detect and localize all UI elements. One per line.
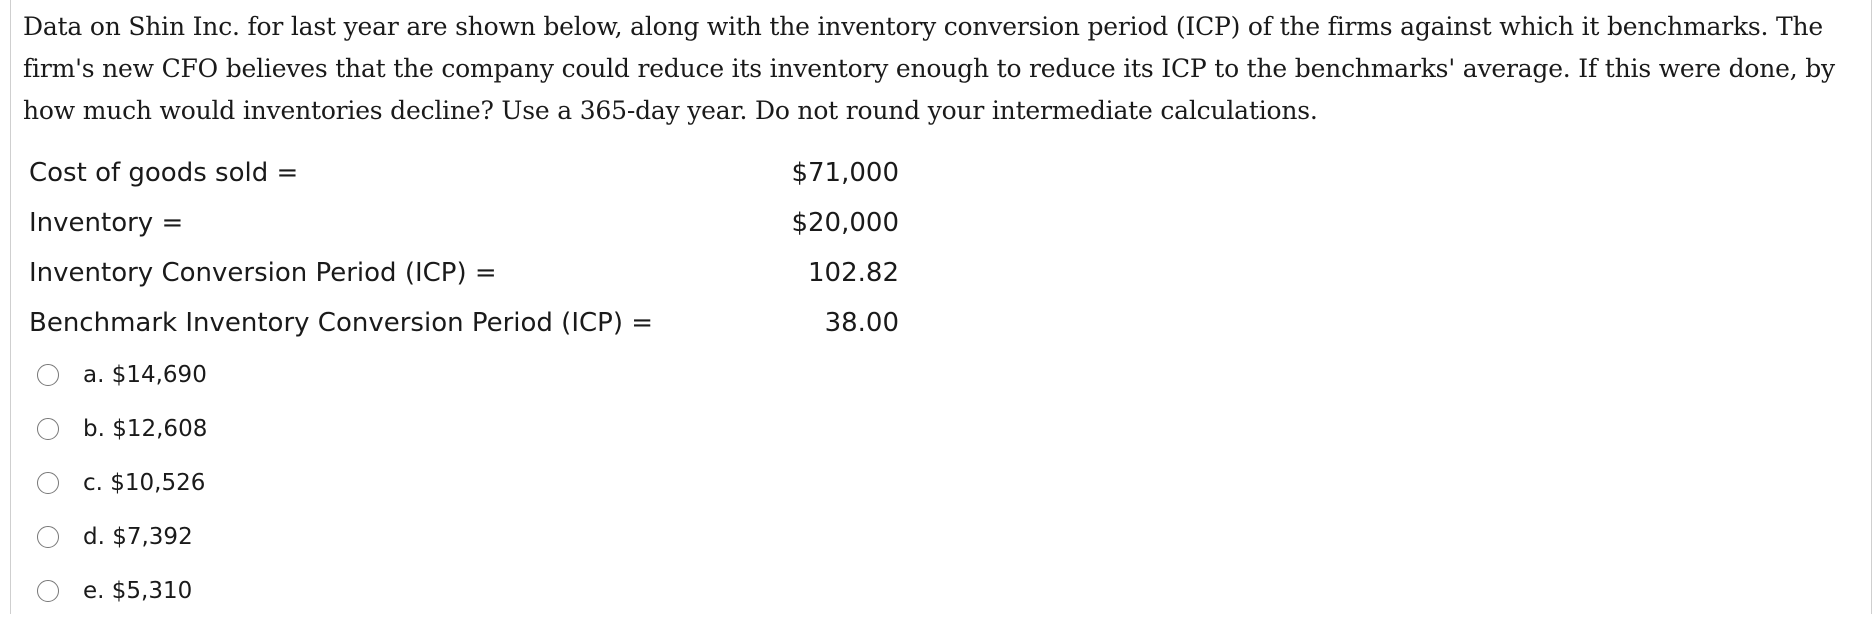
row-value: $71,000 [791, 158, 899, 188]
row-label: Benchmark Inventory Conversion Period (ICP) = [29, 308, 654, 338]
table-row [29, 198, 899, 248]
data-table [29, 148, 899, 348]
choice-label[interactable]: b. $12,608 [83, 416, 208, 442]
table-row [29, 148, 899, 198]
choice-label[interactable]: a. $14,690 [83, 362, 207, 388]
choice-c[interactable] [37, 456, 207, 510]
row-value: $20,000 [791, 208, 899, 238]
answer-choices [37, 348, 207, 618]
radio-button[interactable] [37, 472, 59, 494]
row-label: Inventory = [29, 208, 184, 238]
table-row [29, 298, 899, 348]
choice-d[interactable] [37, 510, 207, 564]
choice-a[interactable] [37, 348, 207, 402]
choice-label[interactable]: e. $5,310 [83, 578, 193, 604]
radio-button[interactable] [37, 526, 59, 548]
radio-button[interactable] [37, 418, 59, 440]
radio-button[interactable] [37, 364, 59, 386]
choice-e[interactable] [37, 564, 207, 618]
choice-b[interactable] [37, 402, 207, 456]
question-text: Data on Shin Inc. for last year are shown below, along with the inventory conversion period (ICP) of the firms against which it benchmarks. The firm's new CFO believes that the company could reduce its inventory enough to reduce its ICP to the benchmarks' average. If this were done, by how much would inventories decline? Use a 365-day year. Do not round your intermediate calculations. [23, 12, 1835, 125]
choice-label[interactable]: c. $10,526 [83, 470, 206, 496]
radio-button[interactable] [37, 580, 59, 602]
row-label: Inventory Conversion Period (ICP) = [29, 258, 497, 288]
choice-label[interactable]: d. $7,392 [83, 524, 193, 550]
table-row [29, 248, 899, 298]
row-value: 102.82 [808, 258, 899, 288]
row-value: 38.00 [824, 308, 899, 338]
row-label: Cost of goods sold = [29, 158, 299, 188]
question-panel [10, 0, 1872, 614]
